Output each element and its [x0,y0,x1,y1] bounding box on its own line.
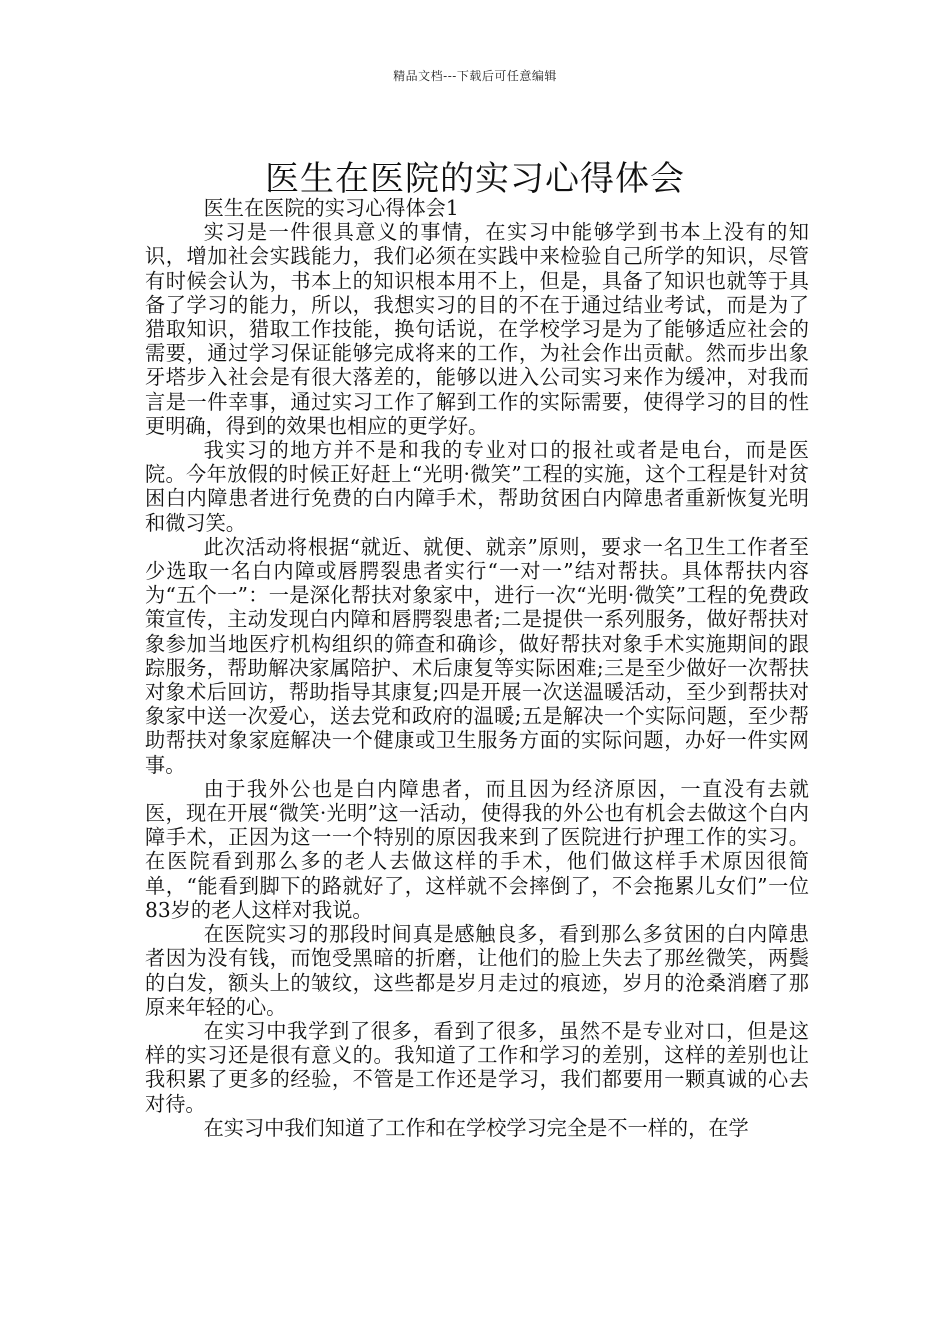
paragraph: 在实习中我学到了很多，看到了很多，虽然不是专业对口，但是这样的实习还是很有意义的。我知道了工作和学习的差别，这样的差别也让我积累了更多的经验，不管是工作还是学习，我们都要用一颗真诚的心去对待。 [145,1018,809,1116]
section-subtitle: 医生在医院的实习心得体会1 [203,196,459,220]
paragraph: 在实习中我们知道了工作和在学校学习完全是不一样的，在学 [203,1115,749,1140]
paragraph: 我实习的地方并不是和我的专业对口的报社或者是电台，而是医院。今年放假的时候正好赶上“光明·微笑”工程的实施，这个工程是针对贫困白内障患者进行免费的白内障手术，帮助贫困白内障患者重新恢复光明和微习笑。 [145,438,809,535]
document-title: 医生在医院的实习心得体会 [265,158,685,199]
document-header-note: 精品文档---下载后可任意编辑 [393,69,557,83]
paragraph: 实习是一件很具意义的事情，在实习中能够学到书本上没有的知识，增加社会实践能力，我们必须在实践中来检验自己所学的知识，尽管有时候会认为，书本上的知识根本用不上，但是，具备了知识也就等于具备了学习的能力，所以，我想实习的目的不在于通过结业考试，而是为了猎取知识，猎取工作技能，换句话说，在学校学习是为了能够适应社会的需要，通过学习保证能够完成将来的工作，为社会作出贡献。然而步出象牙塔步入社会是有很大落差的，能够以进入公司实习来作为缓冲，对我而言是一件幸事，通过实习工作了解到工作的实际需要，使得学习的目的性更明确，得到的效果也相应的更学好。 [145,220,809,438]
paragraph: 此次活动将根据“就近、就便、就亲”原则，要求一名卫生工作者至少选取一名白内障或唇腭裂患者实行“一对一”结对帮扶。具体帮扶内容为“五个一”：一是深化帮扶对象家中，进行一次“光明·微笑”工程的免费政策宣传，主动发现白内障和唇腭裂患者;二是提供一系列服务，做好帮扶对象参加当地医疗机构组织的筛查和确诊，做好帮扶对象手术实施期间的跟踪服务，帮助解决家属陪护、术后康复等实际困难;三是至少做好一次帮扶对象术后回访，帮助指导其康复;四是开展一次送温暖活动，至少到帮扶对象家中送一次爱心，送去党和政府的温暖;五是解决一个实际问题，至少帮助帮扶对象家庭解决一个健康或卫生服务方面的实际问题，办好一件实网事。 [145,534,809,777]
document-body [145,196,809,1140]
paragraph: 由于我外公也是白内障患者，而且因为经济原因，一直没有去就医，现在开展“微笑·光明”这一活动，使得我的外公也有机会去做这个白内障手术，正因为这一一个特别的原因我来到了医院进行护理工作的实习。在医院看到那么多的老人去做这样的手术，他们做这样手术原因很简单，“能看到脚下的路就好了，这样就不会摔倒了，不会拖累儿女们”一位83岁的老人这样对我说。 [145,776,809,922]
paragraph: 在医院实习的那段时间真是感触良多，看到那么多贫困的白内障患者因为没有钱，而饱受黑暗的折磨，让他们的脸上失去了那丝微笑，两鬓的白发，额头上的皱纹，这些都是岁月走过的痕迹，岁月的沧桑消磨了那原来年轻的心。 [145,922,809,1019]
